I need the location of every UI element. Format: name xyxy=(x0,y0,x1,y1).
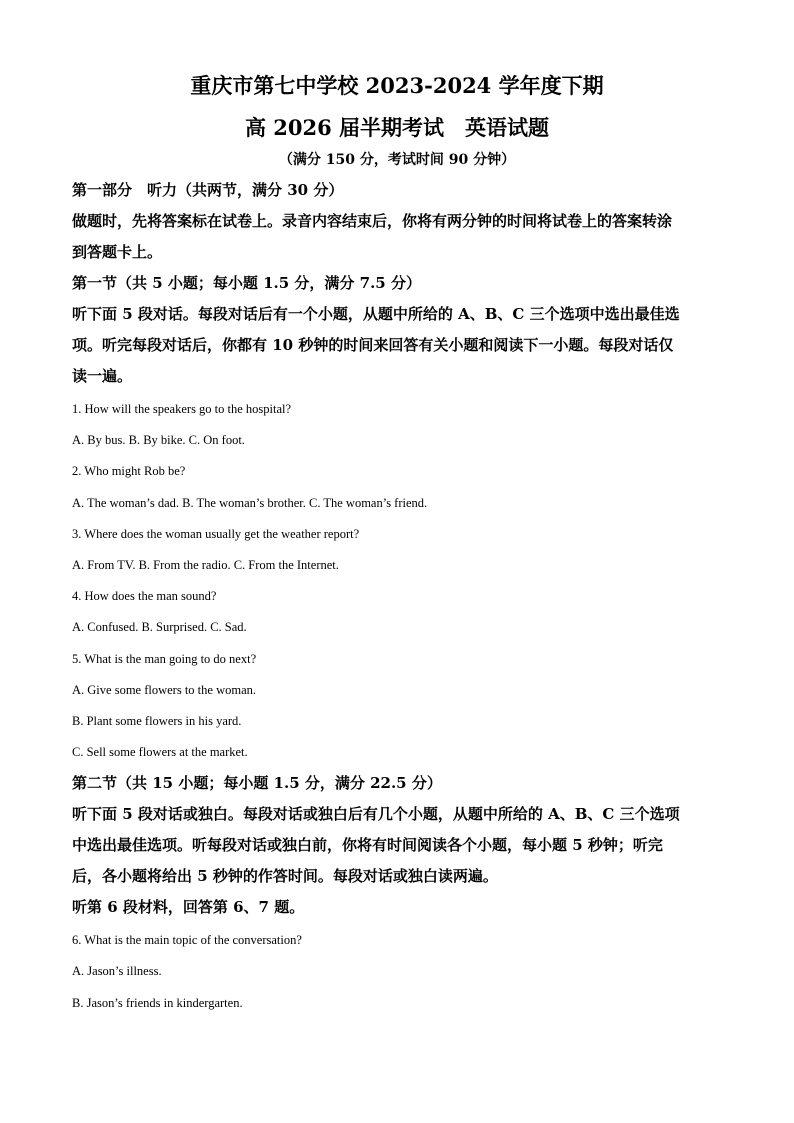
question-2: 2. Who might Rob be? xyxy=(72,464,186,478)
section1-heading: 第一节（共 5 小题；每小题 1.5 分，满分 7.5 分） xyxy=(72,274,421,292)
question-5: 5. What is the man going to do next? xyxy=(72,652,257,666)
section2-instruction-line: 听下面 5 段对话或独白。每段对话或独白后有几个小题，从题中所给的 A、B、C 三个选项 xyxy=(72,805,680,823)
section1-instruction-line: 听下面 5 段对话。每段对话后有一个小题，从题中所给的 A、B、C 三个选项中选出最佳选 xyxy=(72,305,680,323)
school-term-title: 重庆市第七中学校 2023-2024 学年度下期 xyxy=(190,73,604,98)
section2-instruction-line: 中选出最佳选项。听每段对话或独白前，你将有时间阅读各个小题，每小题 5 秒钟；听完 xyxy=(72,836,663,854)
part1-heading: 第一部分 听力（共两节，满分 30 分） xyxy=(72,181,344,199)
question-1: 1. How will the speakers go to the hospital? xyxy=(72,402,292,416)
material-6-heading: 听第 6 段材料，回答第 6、7 题。 xyxy=(72,898,305,916)
question-5-option-a: A. Give some flowers to the woman. xyxy=(72,683,256,697)
exam-title: 高 2026 届半期考试 英语试题 xyxy=(244,115,550,140)
question-5-option-b: B. Plant some flowers in his yard. xyxy=(72,714,242,728)
score-time-note: （满分 150 分，考试时间 90 分钟） xyxy=(278,152,516,168)
question-2-options: A. The woman’s dad. B. The woman’s brother. C. The woman’s friend. xyxy=(72,496,428,510)
question-4: 4. How does the man sound? xyxy=(72,589,217,603)
part1-instruction-line: 到答题卡上。 xyxy=(72,243,163,261)
section1-instruction-line: 读一遍。 xyxy=(72,367,133,385)
part1-instruction-line: 做题时，先将答案标在试卷上。录音内容结束后，你将有两分钟的时间将试卷上的答案转涂 xyxy=(72,212,673,230)
question-4-options: A. Confused. B. Surprised. C. Sad. xyxy=(72,620,247,634)
question-6-option-a: A. Jason’s illness. xyxy=(72,964,162,978)
question-6: 6. What is the main topic of the conversation? xyxy=(72,933,302,947)
question-1-options: A. By bus. B. By bike. C. On foot. xyxy=(72,433,245,447)
question-3: 3. Where does the woman usually get the weather report? xyxy=(72,527,360,541)
section2-instruction-line: 后，各小题将给出 5 秒钟的作答时间。每段对话或独白读两遍。 xyxy=(72,867,498,885)
question-6-option-b: B. Jason’s friends in kindergarten. xyxy=(72,996,243,1010)
section2-heading: 第二节（共 15 小题；每小题 1.5 分，满分 22.5 分） xyxy=(72,774,442,792)
question-3-options: A. From TV. B. From the radio. C. From the Internet. xyxy=(72,558,339,572)
section1-instruction-line: 项。听完每段对话后，你都有 10 秒钟的时间来回答有关小题和阅读下一小题。每段对话仅 xyxy=(72,336,674,354)
question-5-option-c: C. Sell some flowers at the market. xyxy=(72,745,248,759)
